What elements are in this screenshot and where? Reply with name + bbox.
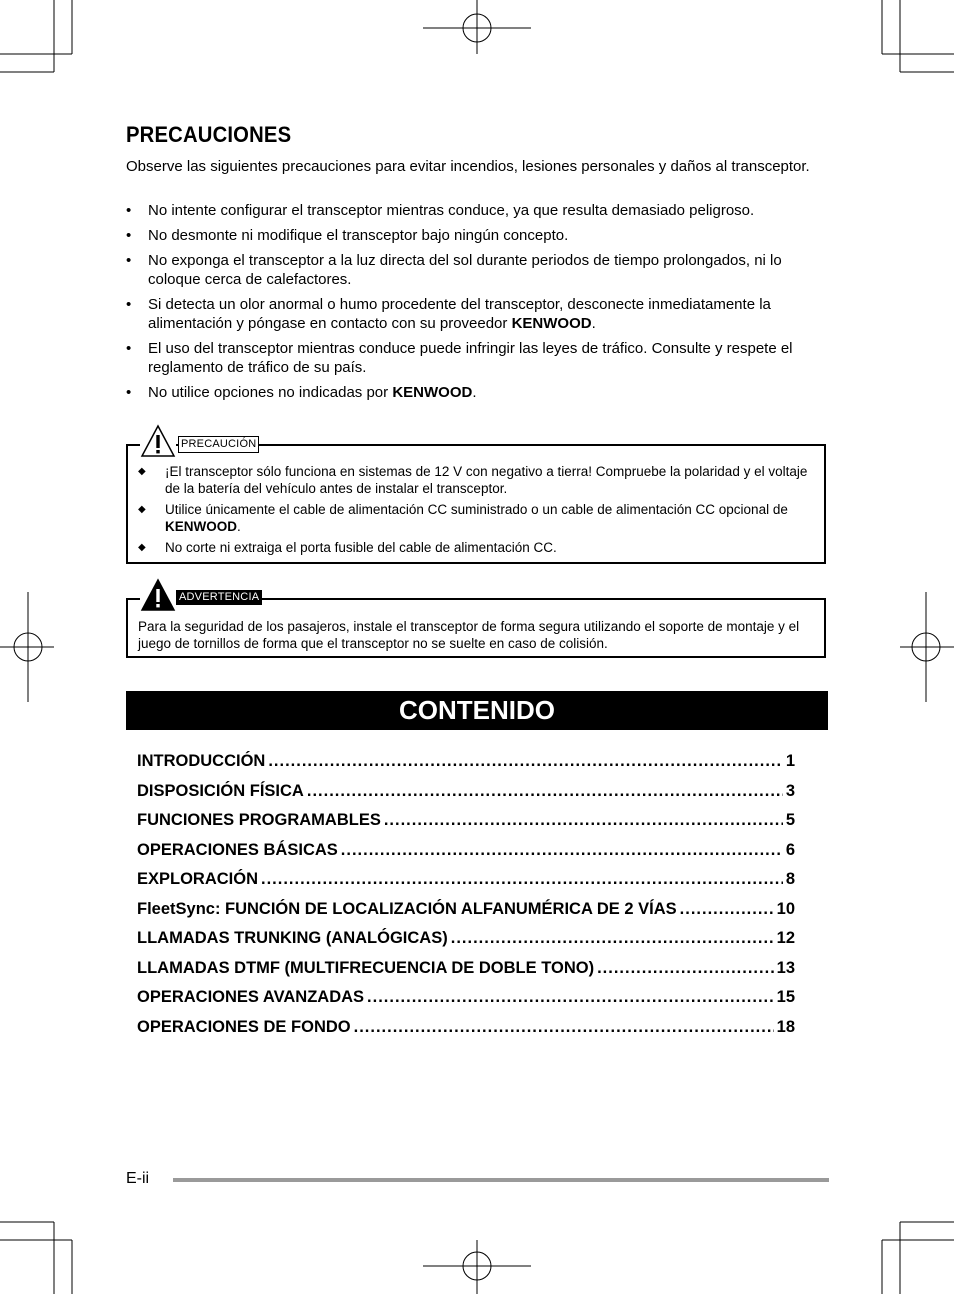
warning-label: ADVERTENCIA — [176, 590, 262, 605]
warning-text: Para la seguridad de los pasajeros, instale el transceptor de forma segura utilizando el soporte de montaje y el juego de tornillos de forma que el transceptor no se suelte en caso de colisión. — [138, 619, 800, 651]
page-title: PRECAUCIONES — [126, 122, 292, 147]
list-item: • Si detecta un olor anormal o humo procedente del transceptor, desconecte inmediatamente la alimentación y póngase en contacto con su proveedor KENWOOD. — [126, 295, 830, 333]
toc-page-number: 8 — [785, 870, 795, 888]
intro-paragraph: Observe las siguientes precauciones para evitar incendios, lesiones personales y daños al transceptor. — [126, 158, 810, 175]
toc-entry[interactable]: INTRODUCCIÓN ..... 1 — [137, 749, 795, 779]
footer-divider — [173, 1178, 829, 1182]
list-item: • No exponga el transceptor a la luz directa del sol durante periodos de tiempo prolongados, ni lo coloque cerca de calefactores. — [126, 251, 830, 289]
list-item: ◆ Utilice únicamente el cable de alimentación CC suministrado o un cable de alimentación CC opcional de KENWOOD. — [138, 502, 808, 535]
page-number: E-ii — [126, 1170, 150, 1187]
list-item: • No utilice opciones no indicadas por KENWOOD. — [126, 383, 830, 402]
warning-box — [126, 591, 826, 658]
caution-list — [138, 464, 808, 562]
toc-page-number: 3 — [785, 781, 795, 800]
toc-entry[interactable]: DISPOSICIÓN FÍSICA ..... 3 — [137, 779, 795, 809]
warning-triangle-icon — [140, 578, 176, 612]
brand-name: KENWOOD — [511, 315, 592, 332]
toc-page-number: 12 — [776, 929, 795, 947]
toc-page-number: 18 — [776, 1017, 795, 1036]
list-item: • El uso del transceptor mientras conduce puede infringir las leyes de tráfico. Consulte y respete el reglamento de tráfico de su país. — [126, 339, 830, 377]
toc-entry[interactable]: OPERACIONES DE FONDO ..... 18 — [137, 1015, 795, 1045]
toc-page-number: 6 — [785, 840, 795, 859]
toc-entry[interactable]: LLAMADAS DTMF (MULTIFRECUENCIA DE DOBLE TONO) ..... 13 — [137, 956, 795, 986]
toc-page-number: 1 — [785, 752, 795, 770]
toc-page-number: 5 — [785, 811, 795, 829]
table-of-contents — [137, 749, 795, 1044]
brand-name: KENWOOD — [392, 384, 473, 401]
toc-entry[interactable]: OPERACIONES BÁSICAS ..... 6 — [137, 838, 795, 868]
brand-name: KENWOOD — [165, 518, 237, 534]
toc-entry[interactable]: EXPLORACIÓN ..... 8 — [137, 867, 795, 897]
caution-label: PRECAUCIÓN — [178, 436, 259, 453]
precautions-list — [126, 201, 830, 408]
toc-page-number: 13 — [776, 958, 795, 977]
list-item: ◆ ¡El transceptor sólo funciona en sistemas de 12 V con negativo a tierra! Compruebe la polaridad y el voltaje de la batería del vehículo antes de instalar el transceptor. — [138, 464, 808, 497]
toc-entry[interactable]: OPERACIONES AVANZADAS ..... 15 — [137, 985, 795, 1015]
toc-entry[interactable]: LLAMADAS TRUNKING (ANALÓGICAS) ..... 12 — [137, 926, 795, 956]
toc-page-number: 10 — [776, 899, 795, 918]
contents-heading: CONTENIDO — [126, 691, 828, 730]
caution-triangle-icon — [140, 424, 176, 458]
toc-entry[interactable]: FleetSync: FUNCIÓN DE LOCALIZACIÓN ALFANUMÉRICA DE 2 VÍAS ..... 10 — [137, 897, 795, 927]
list-item: • No intente configurar el transceptor mientras conduce, ya que resulta demasiado peligroso. — [126, 201, 830, 220]
caution-box — [126, 438, 826, 564]
toc-entry[interactable]: FUNCIONES PROGRAMABLES ..... 5 — [137, 808, 795, 838]
list-item: ◆ No corte ni extraiga el porta fusible del cable de alimentación CC. — [138, 540, 808, 557]
toc-page-number: 15 — [776, 988, 795, 1006]
list-item: • No desmonte ni modifique el transceptor bajo ningún concepto. — [126, 226, 830, 245]
